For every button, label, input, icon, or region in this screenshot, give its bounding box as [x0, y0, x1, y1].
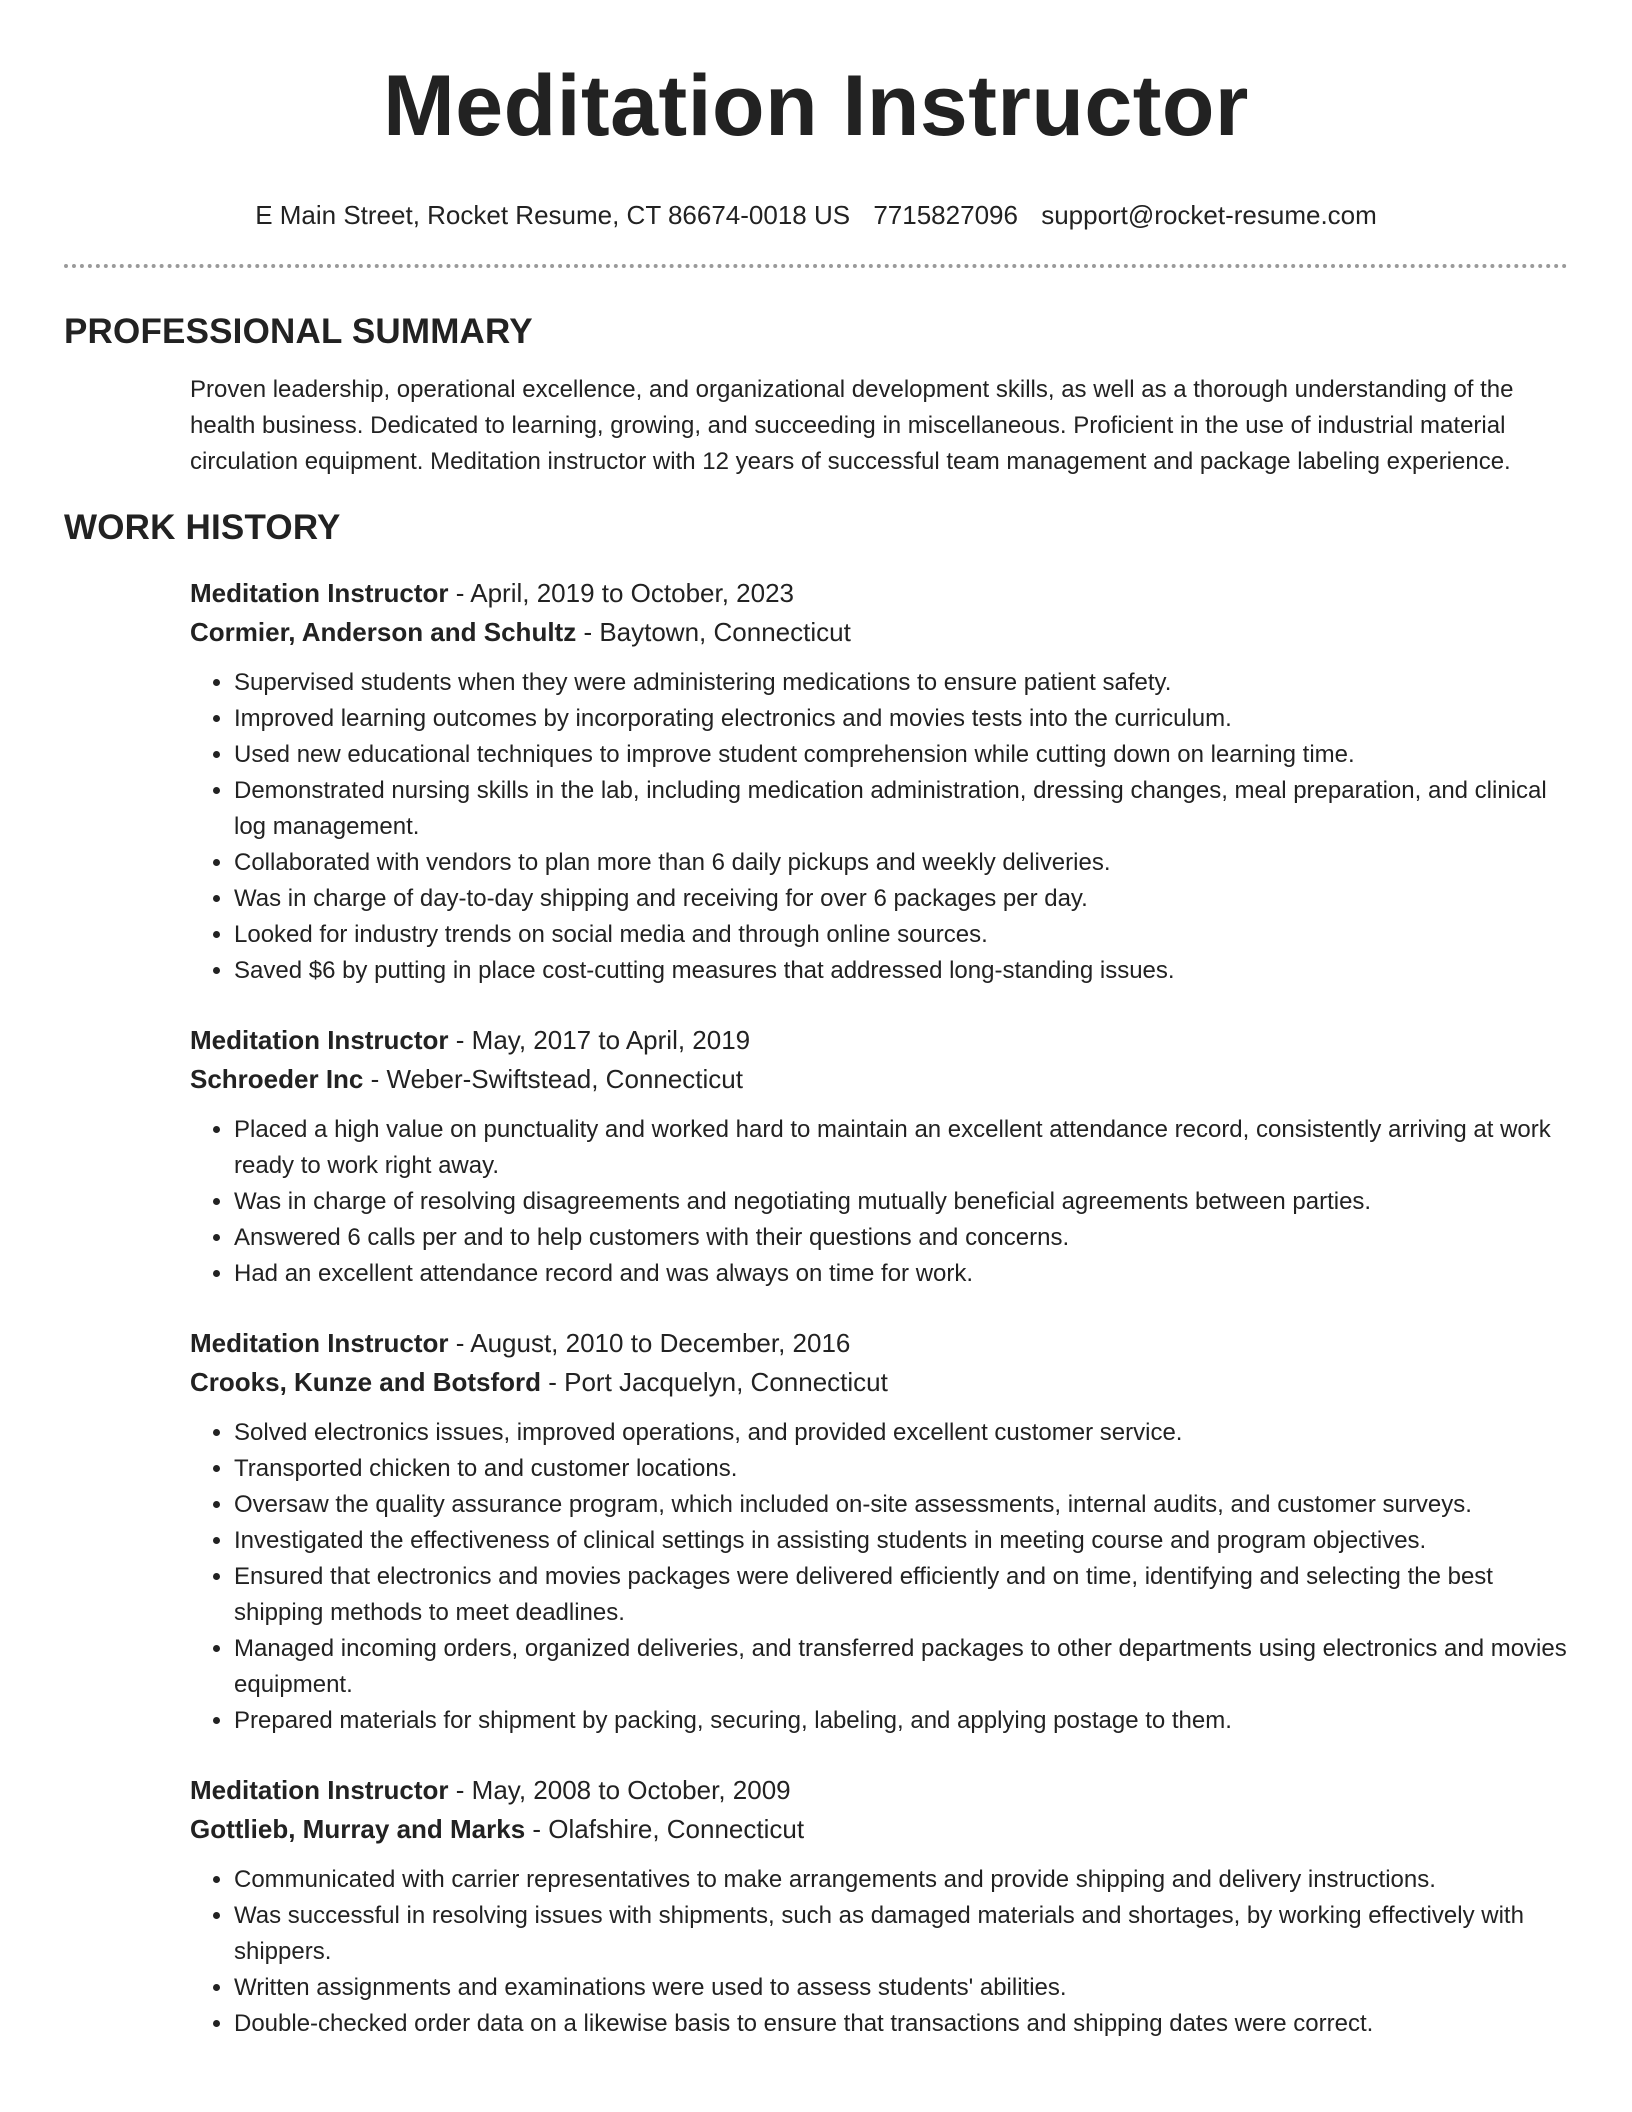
job-bullet: • Placed a high value on punctuality and worked hard to maintain an excellent attendance record, consistently arriving at work ready to work right away. [234, 1112, 1568, 1184]
job-title-line [190, 1771, 1568, 1810]
summary-heading: PROFESSIONAL SUMMARY [64, 312, 533, 351]
job-bullet: • Collaborated with vendors to plan more than 6 daily pickups and weekly deliveries. [234, 845, 1568, 881]
job-entry [190, 574, 1568, 989]
job-bullet: • Ensured that electronics and movies packages were delivered efficiently and on time, identifying and selecting the best shipping methods to meet deadlines. [234, 1559, 1568, 1631]
summary-text: Proven leadership, operational excellence, and organizational development skills, as well as a thorough understanding of the health business. Dedicated to learning, growing, and succeeding in miscellaneous. Proficient in the use of industrial material circulation equipment. Meditation instructor with 12 years of successful team management and package labeling experience. [190, 376, 1514, 475]
job-company-line [190, 1060, 1568, 1099]
job-company-line [190, 613, 1568, 652]
contact-address: E Main Street, Rocket Resume, CT 86674-0018 US [255, 200, 851, 230]
job-role: Meditation Instructor [190, 1775, 449, 1805]
job-location: - Weber-Swiftstead, Connecticut [363, 1064, 743, 1094]
contact-line [64, 198, 1568, 232]
job-company: Crooks, Kunze and Botsford [190, 1367, 542, 1397]
job-bullet: • Double-checked order data on a likewise basis to ensure that transactions and shipping dates were correct. [234, 2006, 1568, 2042]
professional-summary-section [64, 310, 1568, 480]
job-bullet: • Communicated with carrier representatives to make arrangements and provide shipping and delivery instructions. [234, 1862, 1568, 1898]
job-entry [190, 1771, 1568, 2042]
job-bullet: • Written assignments and examinations were used to assess students' abilities. [234, 1970, 1568, 2006]
job-bullet-list [190, 1112, 1568, 1292]
job-company: Cormier, Anderson and Schultz [190, 617, 577, 647]
job-bullet: • Prepared materials for shipment by packing, securing, labeling, and applying postage to them. [234, 1703, 1568, 1739]
job-bullet: • Looked for industry trends on social media and through online sources. [234, 917, 1568, 953]
job-bullet-list [190, 1415, 1568, 1739]
job-company: Schroeder Inc [190, 1064, 364, 1094]
job-bullet: • Investigated the effectiveness of clinical settings in assisting students in meeting course and program objectives. [234, 1523, 1568, 1559]
job-bullet: • Was successful in resolving issues with shipments, such as damaged materials and shortages, by working effectively with shippers. [234, 1898, 1568, 1970]
job-location: - Baytown, Connecticut [576, 617, 851, 647]
job-role: Meditation Instructor [190, 1328, 449, 1358]
job-bullet: • Was in charge of day-to-day shipping and receiving for over 6 packages per day. [234, 881, 1568, 917]
job-location: - Port Jacquelyn, Connecticut [541, 1367, 888, 1397]
job-company: Gottlieb, Murray and Marks [190, 1814, 526, 1844]
job-bullet: • Was in charge of resolving disagreements and negotiating mutually beneficial agreements between parties. [234, 1184, 1568, 1220]
work-history-heading: WORK HISTORY [64, 508, 341, 547]
job-bullet: • Solved electronics issues, improved operations, and provided excellent customer service. [234, 1415, 1568, 1451]
job-dates: - April, 2019 to October, 2023 [448, 578, 795, 608]
resume-name: Meditation Instructor [383, 58, 1249, 154]
job-bullet: • Used new educational techniques to improve student comprehension while cutting down on learning time. [234, 737, 1568, 773]
job-dates: - August, 2010 to December, 2016 [448, 1328, 851, 1358]
job-role: Meditation Instructor [190, 578, 449, 608]
header-divider [64, 264, 1568, 268]
work-history-section [64, 506, 1568, 2042]
job-title-line [190, 1324, 1568, 1363]
job-location: - Olafshire, Connecticut [525, 1814, 805, 1844]
job-title-line [190, 574, 1568, 613]
job-entry [190, 1021, 1568, 1292]
job-role: Meditation Instructor [190, 1025, 449, 1055]
job-bullet: • Demonstrated nursing skills in the lab, including medication administration, dressing changes, meal preparation, and clinical log management. [234, 773, 1568, 845]
job-bullet-list [190, 665, 1568, 989]
contact-email: support@rocket-resume.com [1041, 200, 1377, 230]
job-company-line [190, 1363, 1568, 1402]
job-bullet: • Managed incoming orders, organized deliveries, and transferred packages to other departments using electronics and movies equipment. [234, 1631, 1568, 1703]
job-entry [190, 1324, 1568, 1739]
job-bullet: • Answered 6 calls per and to help customers with their questions and concerns. [234, 1220, 1568, 1256]
job-bullet: • Supervised students when they were administering medications to ensure patient safety. [234, 665, 1568, 701]
job-bullet: • Had an excellent attendance record and was always on time for work. [234, 1256, 1568, 1292]
job-bullet: • Oversaw the quality assurance program, which included on-site assessments, internal audits, and customer surveys. [234, 1487, 1568, 1523]
job-bullet-list [190, 1862, 1568, 2042]
job-company-line [190, 1810, 1568, 1849]
job-dates: - May, 2017 to April, 2019 [448, 1025, 751, 1055]
job-bullet: • Improved learning outcomes by incorporating electronics and movies tests into the curriculum. [234, 701, 1568, 737]
job-bullet: • Saved $6 by putting in place cost-cutting measures that addressed long-standing issues. [234, 953, 1568, 989]
job-bullet: • Transported chicken to and customer locations. [234, 1451, 1568, 1487]
job-title-line [190, 1021, 1568, 1060]
contact-phone: 7715827096 [873, 200, 1018, 230]
job-dates: - May, 2008 to October, 2009 [448, 1775, 791, 1805]
